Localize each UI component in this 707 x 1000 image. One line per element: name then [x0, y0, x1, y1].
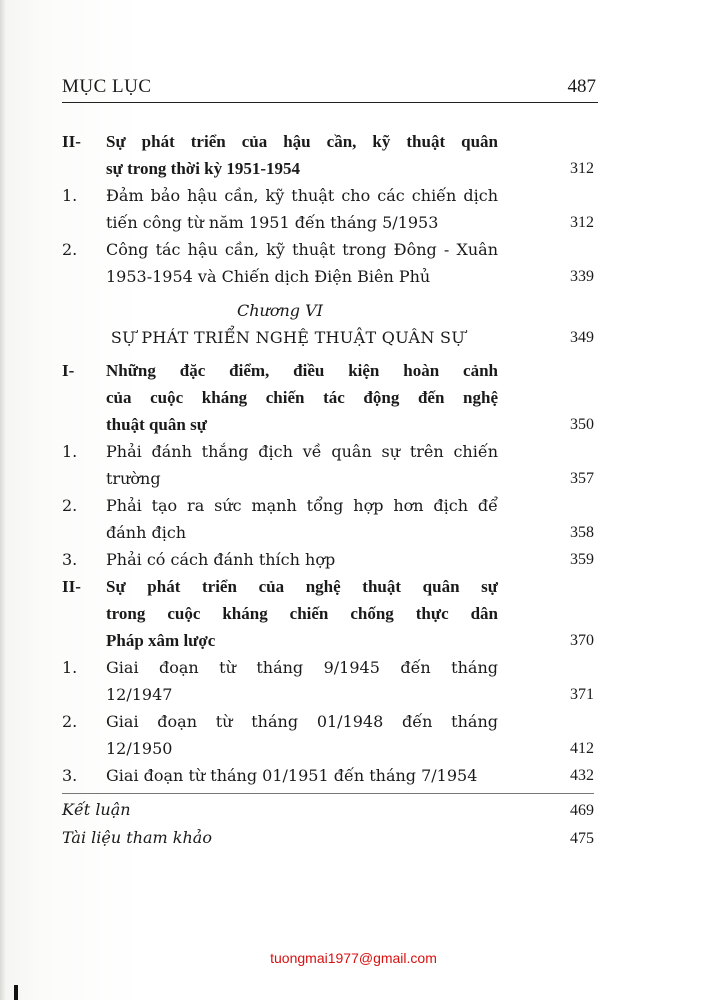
- toc-entry-line: Phải tạo ra sức mạnh tổng hợp hơn địch để: [106, 496, 498, 515]
- toc-entry-page: 370: [570, 632, 594, 649]
- chapter-label: Chương VI: [237, 301, 323, 320]
- toc-entry-number: II-: [62, 132, 81, 151]
- toc-section-bottom: [62, 357, 594, 789]
- toc-entry-number: 1.: [62, 186, 78, 205]
- toc-entry-line: của cuộc kháng chiến tác động đến nghệ: [106, 388, 498, 407]
- toc-entry: [62, 492, 594, 546]
- header-page-number: 487: [567, 76, 596, 97]
- toc-entry-line: Giai đoạn từ tháng 9/1945 đến tháng: [106, 658, 498, 677]
- toc-entry-line: sự trong thời kỳ 1951-1954: [106, 159, 301, 178]
- toc-end-entry: [62, 796, 594, 824]
- table-of-contents: [62, 128, 594, 852]
- toc-entry-number: 2.: [62, 496, 78, 515]
- toc-entry: [62, 654, 594, 708]
- header-title: MỤC LỤC: [62, 76, 152, 97]
- toc-entry-line: Phải đánh thắng địch về quân sự trên chiến: [106, 442, 498, 461]
- toc-entry-page: 358: [570, 524, 594, 541]
- toc-entry-line: 1953-1954 và Chiến dịch Điện Biên Phủ: [106, 267, 431, 286]
- scan-corner-mark: [14, 985, 18, 1000]
- toc-entry-line: Pháp xâm lược: [106, 631, 216, 650]
- toc-entry-number: II-: [62, 577, 81, 596]
- toc-entry-line: đánh địch: [106, 523, 187, 542]
- toc-entry: [62, 438, 594, 492]
- toc-entry-page: 312: [570, 214, 594, 231]
- toc-entry-line: Giai đoạn từ tháng 01/1948 đến tháng: [106, 712, 498, 731]
- toc-entry-line: tiến công từ năm 1951 đến tháng 5/1953: [106, 213, 439, 232]
- toc-entry: [62, 762, 594, 789]
- toc-entry-page: 339: [570, 268, 594, 285]
- toc-entry-page: 412: [570, 740, 594, 757]
- toc-entry-title: [106, 546, 498, 573]
- toc-entry-line: thuật quân sự: [106, 415, 207, 434]
- toc-entry-number: 1.: [62, 658, 78, 677]
- chapter-heading-row: [62, 324, 594, 351]
- chapter-page-number: 349: [570, 329, 594, 346]
- end-entry-page: 469: [570, 802, 594, 819]
- toc-entry-line: trong cuộc kháng chiến chống thực dân: [106, 604, 498, 623]
- toc-entry-line: Đảm bảo hậu cần, kỹ thuật cho các chiến dịch: [106, 186, 498, 205]
- toc-entry-number: 3.: [62, 550, 78, 569]
- toc-entry: [62, 708, 594, 762]
- toc-entry-page: 357: [570, 470, 594, 487]
- toc-entry-title: [106, 654, 498, 708]
- toc-entry: [62, 236, 594, 290]
- toc-entry-line: Giai đoạn từ tháng 01/1951 đến tháng 7/1954: [106, 766, 478, 785]
- toc-entry-page: 312: [570, 160, 594, 177]
- toc-entry-number: 1.: [62, 442, 78, 461]
- toc-entry-line: Phải có cách đánh thích hợp: [106, 550, 336, 569]
- toc-entry-title: [106, 438, 498, 492]
- toc-entry: [62, 128, 594, 182]
- end-entry-title: Kết luận: [62, 800, 131, 819]
- toc-entry-title: [106, 357, 498, 438]
- section-divider: [62, 793, 594, 794]
- toc-entry-page: 359: [570, 551, 594, 568]
- toc-section-top: [62, 128, 594, 290]
- end-entry-title: Tài liệu tham khảo: [62, 828, 212, 847]
- toc-entry: [62, 182, 594, 236]
- toc-entry-title: [106, 128, 498, 182]
- toc-entry-line: 12/1950: [106, 739, 173, 758]
- toc-entry-line: trường: [106, 469, 161, 488]
- toc-entry-number: 2.: [62, 240, 78, 259]
- toc-entry-line: Công tác hậu cần, kỹ thuật trong Đông - Xuân: [106, 240, 498, 259]
- toc-entry-number: 3.: [62, 766, 78, 785]
- chapter-title: SỰ PHÁT TRIỂN NGHỆ THUẬT QUÂN SỰ: [110, 328, 466, 347]
- toc-entry-page: 350: [570, 416, 594, 433]
- toc-entry: [62, 546, 594, 573]
- toc-entry-number: I-: [62, 361, 75, 380]
- toc-entry-line: Sự phát triển của hậu cần, kỹ thuật quân: [106, 132, 498, 151]
- toc-entry: [62, 573, 594, 654]
- scan-edge-shadow: [0, 0, 6, 1000]
- toc-entry-line: Sự phát triển của nghệ thuật quân sự: [106, 577, 498, 596]
- toc-entry-title: [106, 492, 498, 546]
- toc-entry-line: Những đặc điểm, điều kiện hoàn cảnh: [106, 361, 498, 380]
- toc-entry-title: [106, 762, 498, 789]
- toc-entry-page: 371: [570, 686, 594, 703]
- end-entry-page: 475: [570, 830, 594, 847]
- toc-entry-line: 12/1947: [106, 685, 173, 704]
- toc-entry-title: [106, 236, 498, 290]
- toc-entry-title: [106, 573, 498, 654]
- toc-entry-page: 432: [570, 767, 594, 784]
- toc-entry-number: 2.: [62, 712, 78, 731]
- footer-email: tuongmai1977@gmail.com: [270, 950, 437, 966]
- toc-entry-title: [106, 708, 498, 762]
- page-header: [62, 72, 598, 103]
- toc-entry: [62, 357, 594, 438]
- toc-end-entry: [62, 824, 594, 852]
- toc-entry-title: [106, 182, 498, 236]
